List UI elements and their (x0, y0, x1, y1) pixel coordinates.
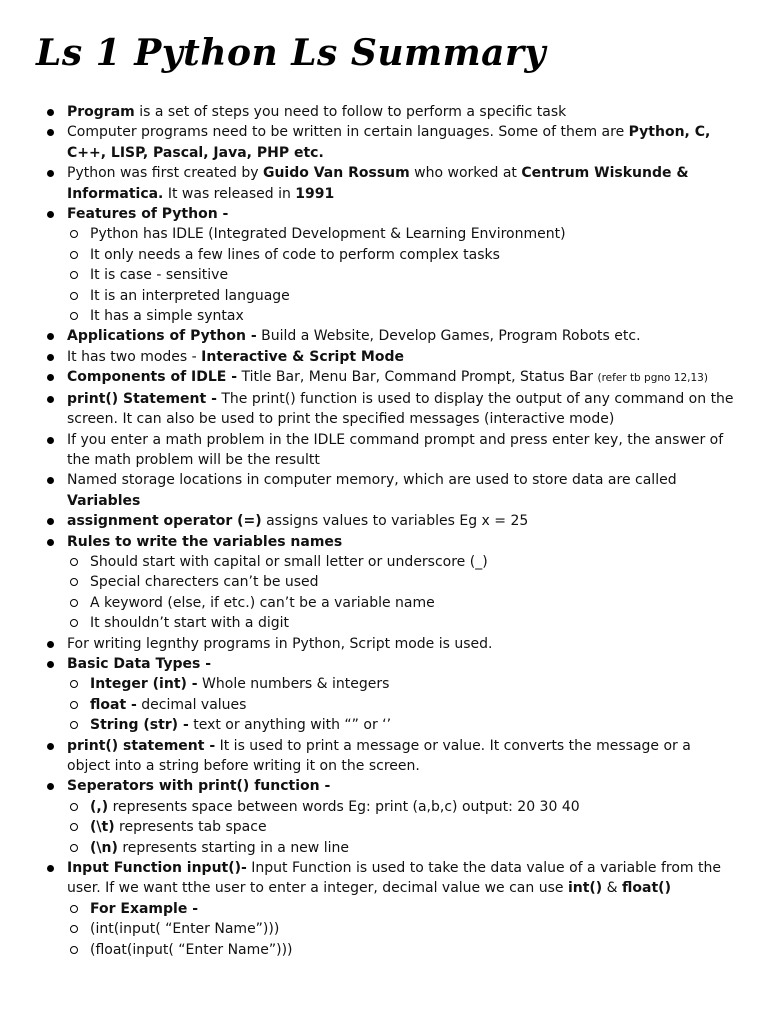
sub-bullet-item (0, 715, 768, 735)
body-text: It has a simple syntax (90, 308, 244, 325)
sub-bullet-item (0, 817, 768, 837)
body-text: Whole numbers & integers (197, 676, 390, 693)
sub-bullet-item (0, 593, 768, 613)
bold-text: Integer (int) - (90, 676, 198, 693)
bullet-item (0, 326, 768, 346)
body-text: Input Function is used to take the data value of a variable from the user. If we want tthe user to enter a integer, decimal value we can use (67, 860, 721, 897)
bold-text: Input Function input()- (67, 860, 247, 877)
bold-text: print() Statement - (67, 390, 217, 407)
bullet-item (0, 654, 768, 674)
bullet-item (0, 204, 768, 224)
sub-bullet-item (0, 838, 768, 858)
sub-bullet-item (0, 224, 768, 244)
bullet-item (0, 776, 768, 796)
bold-text: Guido Van Rossum (262, 165, 410, 182)
body-text: (refer tb pgno 12,13) (597, 372, 708, 385)
body-text: It shouldn’t start with a digit (90, 615, 289, 632)
bullet-item (0, 430, 768, 471)
sub-bullet-item (0, 286, 768, 306)
bold-text: Centrum Wiskunde & Informatica. (67, 165, 689, 202)
bold-text: assignment operator (=) (67, 513, 262, 530)
sub-bullet-item (0, 919, 768, 939)
bullet-item (0, 367, 768, 388)
bold-text: Basic Data Types - (67, 655, 212, 672)
bullet-item (0, 634, 768, 654)
bullet-item (0, 163, 768, 204)
sub-bullet-item (0, 899, 768, 919)
sub-bullet-item (0, 265, 768, 285)
body-text: decimal values (136, 696, 247, 713)
body-text: It is used to print a message or value. It converts the message or a object into a string before writing it on the screen. (67, 737, 691, 774)
body-text: Should start with capital or small letter or underscore (_) (90, 553, 488, 570)
body-text: Python was first created by (67, 165, 263, 182)
body-text: text or anything with “” or ‘’ (188, 717, 392, 734)
sub-bullet-item (0, 245, 768, 265)
bold-text: Features of Python - (67, 206, 229, 223)
bullet-item (0, 858, 768, 899)
bullet-item (0, 102, 768, 122)
body-text: A keyword (else, if etc.) can’t be a variable name (90, 594, 435, 611)
body-text: For writing legnthy programs in Python, Script mode is used. (67, 635, 493, 652)
sub-bullet-item (0, 674, 768, 694)
body-text: It was released in (163, 185, 296, 202)
body-text: Python has IDLE (Integrated Development & Learning Environment) (90, 226, 566, 243)
bold-text: 1991 (295, 185, 335, 202)
body-text: & (602, 880, 623, 897)
bold-text: Variables (67, 492, 141, 509)
body-text: Special charecters can’t be used (90, 574, 319, 591)
bold-text: (\t) (90, 819, 115, 836)
body-text: Build a Website, Develop Games, Program Robots etc. (256, 328, 641, 345)
body-text: assigns values to variables Eg x = 25 (261, 513, 529, 530)
body-text: is a set of steps you need to follow to perform a specific task (134, 104, 567, 120)
bullet-item (0, 736, 768, 777)
sub-bullet-item (0, 797, 768, 817)
bold-text: Python, C, C++, LISP, Pascal, Java, PHP etc. (67, 124, 711, 161)
body-text: represents space between words Eg: print (a,b,c) output: 20 30 40 (108, 798, 580, 815)
bold-text: For Example - (90, 900, 199, 917)
body-text: If you enter a math problem in the IDLE command prompt and press enter key, the answer of the math problem will be the resultt (67, 431, 724, 468)
body-text: represents tab space (114, 819, 267, 836)
bold-text: int() (567, 880, 603, 897)
body-text: Computer programs need to be written in certain languages. Some of them are (67, 124, 629, 141)
sub-bullet-item (0, 695, 768, 715)
bullet-item (0, 122, 768, 163)
body-text: Title Bar, Menu Bar, Command Prompt, Status Bar (237, 369, 598, 386)
body-text: It has two modes - (67, 348, 202, 365)
bold-text: Applications of Python - (67, 328, 257, 345)
bold-text: Interactive & Script Mode (201, 348, 404, 365)
bold-text: (,) (90, 798, 109, 815)
sub-bullet-item (0, 572, 768, 592)
body-text: It only needs a few lines of code to perform complex tasks (90, 246, 500, 263)
sub-bullet-item (0, 613, 768, 633)
bullet-item (0, 532, 768, 552)
body-text: who worked at (409, 165, 522, 182)
body-text: Named storage locations in computer memory, which are used to store data are called (67, 472, 677, 489)
bold-text: Seperators with print() function - (67, 778, 331, 795)
bold-text: float() (622, 880, 671, 897)
body-text: It is an interpreted language (90, 287, 290, 304)
bullet-list (0, 102, 768, 960)
bold-text: Components of IDLE - (67, 369, 238, 386)
body-text: (float(input( “Enter Name”))) (90, 941, 293, 958)
bold-text: Rules to write the variables names (67, 533, 343, 550)
bold-text: Program (67, 104, 135, 120)
body-text: represents starting in a new line (117, 839, 349, 856)
bullet-item (0, 389, 768, 430)
body-text: It is case - sensitive (90, 267, 229, 284)
bold-text: float - (90, 696, 137, 713)
bullet-item (0, 511, 768, 531)
bullet-item (0, 470, 768, 511)
bold-text: String (str) - (90, 717, 189, 734)
sub-bullet-item (0, 306, 768, 326)
body-text: (int(input( “Enter Name”))) (90, 921, 280, 938)
sub-bullet-item (0, 940, 768, 960)
bold-text: (\n) (90, 839, 118, 856)
bold-text: print() statement - (67, 737, 216, 754)
bullet-item (0, 347, 768, 367)
body-text: The print() function is used to display the output of any command on the screen. It can also be used to print the specified messages (interactive mode) (67, 390, 734, 428)
sub-bullet-item (0, 552, 768, 572)
page-title: Ls 1 Python Ls Summary (36, 32, 546, 74)
